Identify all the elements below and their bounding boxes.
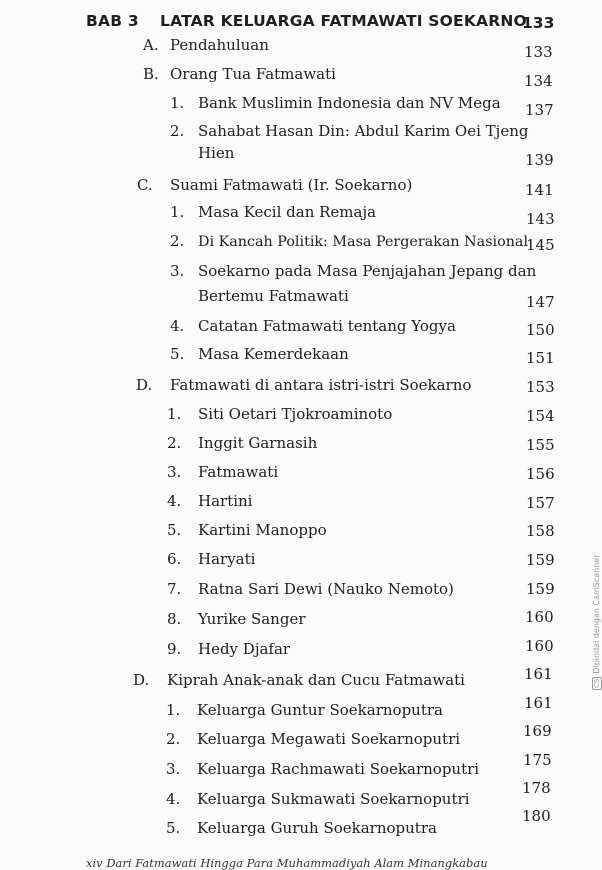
entry-number: 2. [170, 232, 185, 250]
entry-page-number: 159 [526, 580, 555, 598]
entry-title: Kartini Manoppo [198, 521, 327, 539]
entry-number: 1. [170, 94, 185, 112]
entry-number: 8. [167, 610, 182, 628]
entry-page-number: 158 [526, 522, 555, 540]
toc-entry-section [136, 376, 471, 394]
chapter-page-number: 133 [522, 14, 555, 32]
entry-number: 4. [166, 790, 181, 808]
entry-page-number: 145 [526, 236, 555, 254]
entry-page-number: 153 [526, 378, 555, 396]
entry-page-number: 169 [523, 722, 552, 740]
entry-page-number: 139 [525, 151, 554, 169]
entry-page-number: 147 [526, 293, 555, 311]
entry-title: Hedy Djafar [198, 640, 291, 658]
entry-number: 4. [170, 317, 185, 335]
toc-entry-subsection [166, 701, 443, 719]
entry-title: Ratna Sari Dewi (Nauko Nemoto) [198, 580, 454, 598]
toc-entry-subsection [170, 262, 536, 280]
toc-entry-subsection [167, 610, 306, 628]
toc-entry-subsection [167, 434, 317, 452]
entry-page-number: 180 [522, 807, 551, 825]
entry-number: 6. [167, 550, 182, 568]
entry-number: 1. [167, 405, 182, 423]
entry-title: Masa Kemerdekaan [198, 345, 349, 363]
chapter-label: BAB 3 [86, 12, 139, 30]
entry-number: 3. [167, 463, 182, 481]
toc-entry-subsection [167, 550, 255, 568]
entry-number: 3. [166, 760, 181, 778]
entry-title: Yurike Sanger [198, 610, 306, 628]
entry-title: Keluarga Megawati Soekarnoputri [197, 730, 461, 748]
entry-page-number: 143 [526, 210, 555, 228]
entry-number: 9. [167, 640, 182, 658]
entry-page-number: 178 [522, 779, 551, 797]
watermark-text: Dipindai dengan CamScanner [592, 554, 601, 674]
entry-title: Bank Muslimin Indonesia dan NV Mega [198, 94, 501, 112]
entry-page-number: 151 [526, 349, 555, 367]
entry-page-number: 157 [526, 494, 555, 512]
toc-entry-subsection [167, 405, 392, 423]
toc-entry-section [143, 36, 269, 54]
entry-title-continuation: Hien [198, 144, 235, 162]
entry-number: 1. [166, 701, 181, 719]
entry-title: Soekarno pada Masa Penjajahan Jepang dan [198, 262, 537, 280]
entry-page-number: 161 [524, 665, 553, 683]
toc-entry-subsection [170, 345, 349, 363]
entry-page-number: 134 [524, 72, 553, 90]
entry-page-number: 156 [526, 465, 555, 483]
toc-entry-subsection [170, 317, 456, 335]
entry-number: A. [143, 36, 159, 54]
entry-title: Siti Oetari Tjokroaminoto [198, 405, 393, 423]
toc-entry-subsection [167, 580, 454, 598]
entry-page-number: 155 [526, 436, 555, 454]
entry-number: 5. [170, 345, 185, 363]
entry-page-number: 160 [525, 608, 554, 626]
entry-number: 2. [167, 434, 182, 452]
toc-entry-subsection [166, 790, 469, 808]
toc-entry-subsection [166, 760, 479, 778]
toc-entry-section [137, 176, 412, 194]
entry-title: Pendahuluan [170, 36, 269, 54]
toc-entry-section [143, 65, 336, 83]
entry-number: C. [137, 176, 153, 194]
entry-title: Hartini [198, 492, 253, 510]
entry-title: Keluarga Guruh Soekarnoputra [197, 819, 437, 837]
toc-entry-subsection [167, 492, 252, 510]
entry-title: Sahabat Hasan Din: Abdul Karim Oei Tjeng [198, 122, 529, 140]
entry-page-number: 137 [525, 101, 554, 119]
toc-entry-subsection [170, 94, 501, 112]
entry-title: Keluarga Guntur Soekarnoputra [197, 701, 443, 719]
entry-number: 7. [167, 580, 182, 598]
entry-number: 2. [170, 122, 185, 140]
entry-page-number: 175 [523, 751, 552, 769]
entry-number: B. [143, 65, 159, 83]
camscanner-icon: CS [593, 678, 601, 688]
entry-title: Inggit Garnasih [198, 434, 318, 452]
entry-number: 5. [166, 819, 181, 837]
chapter-heading [86, 12, 527, 30]
toc-entry-section [133, 671, 465, 689]
entry-page-number: 160 [525, 637, 554, 655]
entry-number: D. [136, 376, 153, 394]
entry-title: Di Kancah Politik: Masa Pergerakan Nasional [198, 234, 529, 250]
entry-title: Keluarga Sukmawati Soekarnoputri [197, 790, 470, 808]
entry-number: 1. [170, 203, 185, 221]
entry-title: Suami Fatmawati (Ir. Soekarno) [170, 176, 413, 194]
entry-number: 2. [166, 730, 181, 748]
entry-number: 4. [167, 492, 182, 510]
entry-title: Orang Tua Fatmawati [170, 65, 336, 83]
entry-number: D. [133, 671, 150, 689]
entry-title: Keluarga Rachmawati Soekarnoputri [197, 760, 480, 778]
entry-page-number: 141 [525, 181, 554, 199]
entry-page-number: 161 [524, 694, 553, 712]
entry-title: Fatmawati di antara istri-istri Soekarno [170, 376, 472, 394]
toc-entry-subsection [166, 730, 460, 748]
toc-entry-subsection [166, 819, 437, 837]
entry-page-number: 133 [524, 43, 553, 61]
toc-entry-subsection [170, 232, 528, 250]
entry-number: 5. [167, 521, 182, 539]
entry-page-number: 150 [526, 321, 555, 339]
toc-entry-subsection [167, 640, 290, 658]
page-footer: xiv Dari Fatmawati Hingga Para Muhammadiyah Alam Minangkabau [86, 856, 488, 870]
scanner-watermark [592, 554, 602, 690]
entry-title: Haryati [198, 550, 256, 568]
toc-entry-subsection [167, 463, 278, 481]
chapter-title: LATAR KELUARGA FATMAWATI SOEKARNO [160, 12, 527, 30]
entry-page-number: 154 [526, 407, 555, 425]
entry-title: Masa Kecil dan Remaja [198, 203, 377, 221]
toc-entry-subsection [167, 521, 327, 539]
entry-title-continuation: Bertemu Fatmawati [198, 287, 349, 305]
entry-page-number: 159 [526, 551, 555, 569]
entry-title: Kiprah Anak-anak dan Cucu Fatmawati [167, 671, 465, 689]
entry-title: Fatmawati [198, 463, 279, 481]
toc-entry-subsection [170, 122, 528, 140]
entry-number: 3. [170, 262, 185, 280]
toc-entry-subsection [170, 203, 376, 221]
entry-title: Catatan Fatmawati tentang Yogya [198, 317, 456, 335]
